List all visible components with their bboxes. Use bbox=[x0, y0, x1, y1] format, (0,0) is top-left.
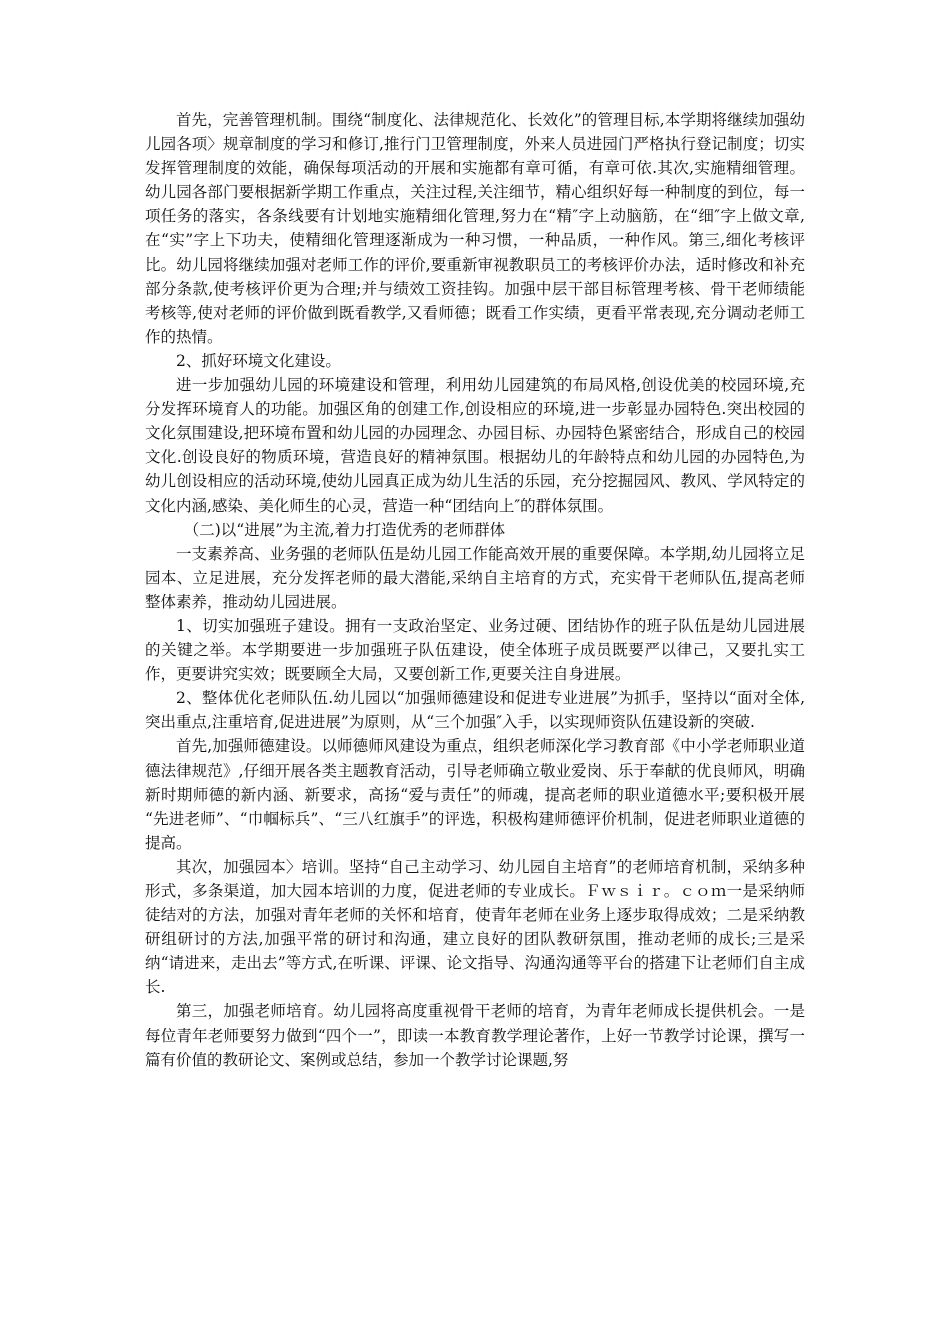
paragraph-teacher-cultivation: 第三，加强老师培育。幼儿园将高度重视骨干老师的培育，为青年老师成长提供机会。一是每位青年老师要努力做到“四个一”，即读一本教育教学理论著作，上好一节教学讨论课，撰写一篇有价值的教研论文、案例或总结，参加一个教学讨论课题,努 bbox=[145, 1002, 805, 1069]
paragraph-teacher-ethics: 首先,加强师德建设。以师德师风建设为重点，组织老师深化学习教育部《中小学老师职业道德法律规范》,仔细开展各类主题教育活动，引导老师确立敬业爱岗、乐于奉献的优良师风，明确新时期师德的新内涵、新要求，高扬“爱与责任”的师魂，提高老师的职业道德水平;要积极开展 “先进老师”、“巾帼标兵”、“三八红旗手”的评选，积极构建师德评价机制，促进老师职业道德的提高。 bbox=[145, 737, 805, 852]
section-heading-teacher-group: （二)以“进展”为主流,着力打造优秀的老师群体 bbox=[183, 520, 506, 539]
document-page bbox=[145, 108, 805, 1072]
paragraph-school-training: 其次，加强园本〉培训。坚持“自己主动学习、幼儿园自主培育”的老师培育机制，采纳多种形式，多条渠道，加大园本培训的力度，促进老师的专业成长。Ｆｗｓｉｒ。ｃｏｍ一是采纳师徒结对的方法，加强对青年老师的关怀和培育，使青年老师在业务上逐步取得成效；二是采纳教研组研讨的方法,加强平常的研讨和沟通，建立良好的团队教研氛围，推动老师的成长;三是采纳“请进来，走出去”等方式,在听课、评课、论文指导、沟通沟通等平台的搭建下让老师们自主成长. bbox=[145, 857, 805, 997]
paragraph-teacher-team-intro: 一支素养高、业务强的老师队伍是幼儿园工作能高效开展的重要保障。本学期,幼儿园将立足园本、立足进展，充分发挥老师的最大潜能,采纳自主培育的方式，充实骨干老师队伍,提高老师整体素养，推动幼儿园进展。 bbox=[145, 544, 805, 611]
paragraph-environment-culture: 进一步加强幼儿园的环境建设和管理，利用幼儿园建筑的布局风格,创设优美的校园环境,充分发挥环境育人的功能。加强区角的创建工作,创设相应的环境,进一步彰显办园特色.突出校园的文化氛围建设,把环境布置和幼儿园的办园理念、办园目标、办园特色紧密结合，形成自己的校园文化.创设良好的物质环境，营造良好的精神氛围。根据幼儿的年龄特点和幼儿园的办园特色,为幼儿创设相应的活动环境,使幼儿园真正成为幼儿生活的乐园，充分挖掘园风、教风、学风特定的文化内涵,感染、美化师生的心灵，营造一种“团结向上″的群体氛围。 bbox=[145, 376, 805, 515]
paragraph-optimize-teachers: 2、整体优化老师队伍.幼儿园以“加强师德建设和促进专业进展”为抓手，坚持以“面对全体,突出重点,注重培育,促进进展”为原则，从“三个加强″入手，以实现师资队伍建设新的突破. bbox=[145, 689, 805, 732]
paragraph-leadership-team: 1、切实加强班子建设。拥有一支政治坚定、业务过硬、团结协作的班子队伍是幼儿园进展的关键之举。本学期要进一步加强班子队伍建设，使全体班子成员既要严以律己，又要扎实工作，更要讲究实效；既要顾全大局，又要创新工作,更要关注自身进展。 bbox=[145, 616, 805, 684]
paragraph-management-mechanism: 首先，完善管理机制。围绕“制度化、法律规范化、长效化”的管理目标,本学期将继续加强幼儿园各项〉规章制度的学习和修订,推行门卫管理制度，外来人员进园门严格执行登记制度；切实发挥管理制度的效能，确保每项活动的开展和实施都有章可循，有章可依.其次,实施精细管理。幼儿园各部门要根据新学期工作重点，关注过程,关注细节，精心组织好每一种制度的到位，每一项任务的落实，各条线要有计划地实施精细化管理,努力在“精″字上动脑筋，在“细″字上做文章,在“实”字上下功夫，使精细化管理逐渐成为一种习惯，一种品质，一种作风。第三,细化考核评比。幼儿园将继续加强对老师工作的评价,要重新审视教职员工的考核评价办法，适时修改和补充部分条款,使考核评价更为合理;并与绩效工资挂钩。加强中层干部目标管理考核、骨干老师绩能考核等,使对老师的评价做到既看教学,又看师德；既看工作实绩，更看平常表现,充分调动老师工作的热情。 bbox=[145, 111, 805, 346]
heading-environment-culture: 2、抓好环境文化建设。 bbox=[176, 351, 341, 370]
